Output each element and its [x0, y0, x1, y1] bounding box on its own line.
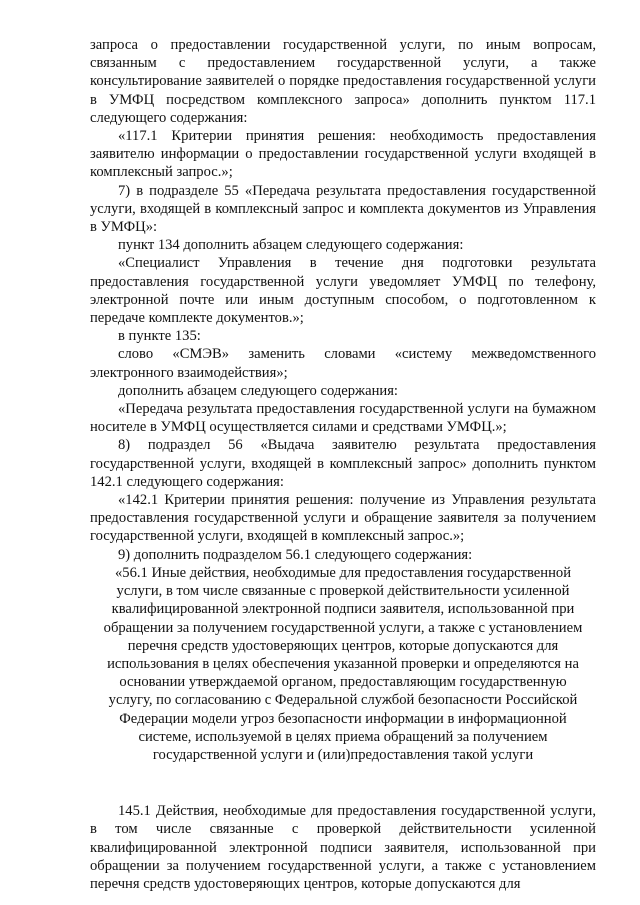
paragraph-transfer: «Передача результата предоставления государственной услуги на бумажном носителе в УМФЦ осуществляется силами и средствами УМФЦ.»; — [90, 401, 596, 436]
subsection-56-1-heading: «56.1 Иные действия, необходимые для предоставления государственной услуги, в том числе связанные с проверкой действительности усиленной квалифицированной электронной подписи заявителя, использованной при обращении за получением государственной услуги, а также с установлением перечня средств удостоверяющих центров, которые допускаются для использования в целях обеспечения указанной проверки и определяются на основании утверждаемой органом, предоставляющим государственную услугу, по согласованию с Федеральной службой безопасности Российской Федерации модели угроз безопасности информации в информационной системе, используемой в целях приема обращений за получением государственной услуги и (или)предоставления такой услуги — [103, 564, 583, 763]
spacer — [90, 764, 596, 802]
paragraph-item-8: 8) подраздел 56 «Выдача заявителю результата предоставления государственной услуги, входящей в комплексный запрос» дополнить пунктом 142.1 следующего содержания: — [90, 437, 596, 490]
paragraph-point-134: пункт 134 дополнить абзацем следующего содержания: — [118, 237, 464, 254]
document-page — [90, 36, 596, 893]
paragraph-item-7: 7) в подразделе 55 «Передача результата предоставления государственной услуги, входящей в комплексный запрос и комплекта документов из Управления в УМФЦ»: — [90, 182, 596, 236]
paragraph-142-1: «142.1 Критерии принятия решения: получение из Управления результата предоставления государственной услуги и обращение заявителя за получением государственной услуги, входящей в комплексный запрос.»; — [90, 492, 596, 545]
paragraph-item-9: 9) дополнить подразделом 56.1 следующего содержания: — [118, 546, 473, 563]
paragraph-add-abzac: дополнить абзацем следующего содержания: — [118, 382, 398, 399]
paragraph-145-1: 145.1 Действия, необходимые для предоставления государственной услуги, в том числе связанные с проверкой действительности усиленной квалифицированной электронной подписи заявителя, использованной при обращении за получением государственной услуги, а также с установлением перечня средств удостоверяющих центров, которые допускаются для — [90, 803, 596, 892]
paragraph-continuation: запроса о предоставлении государственной услуги, по иным вопросам, связанным с предоставлением государственной услуги, а также консультирование заявителей о порядке предоставления государственной услуги в УМФЦ посредством комплексного запроса» дополнить пунктом 117.1 следующего содержания: — [90, 37, 596, 126]
paragraph-smev-replace: слово «СМЭВ» заменить словами «систему межведомственного электронного взаимодействия»; — [90, 346, 596, 381]
paragraph-point-135: в пункте 135: — [118, 328, 201, 345]
paragraph-specialist: «Специалист Управления в течение дня подготовки результата предоставления государственной услуги уведомляет УМФЦ по телефону, электронной почте или иным доступным способом, о подготовленном к передаче комплекте документов.»; — [90, 255, 596, 327]
paragraph-117-1: «117.1 Критерии принятия решения: необходимость предоставления заявителю информации о предоставлении государственной услуги входящей в комплексный запрос.»; — [90, 128, 596, 181]
